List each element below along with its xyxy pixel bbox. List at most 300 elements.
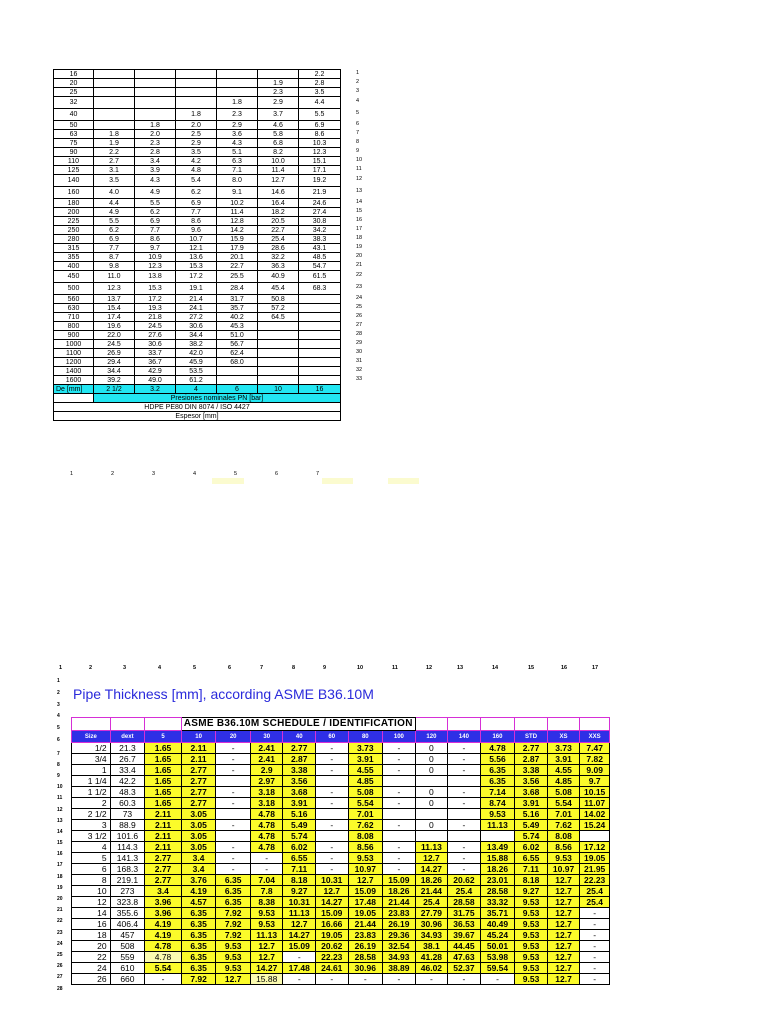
asme-thickness-cell: 12.7: [547, 941, 580, 952]
asme-row-numbers: [57, 748, 69, 994]
hdpe-value-cell: 2.3: [258, 88, 299, 97]
hdpe-diameter-cell: 32: [54, 97, 94, 109]
asme-thickness-cell: 3.96: [145, 908, 182, 919]
hdpe-value-cell: 48.5: [299, 253, 341, 262]
hdpe-row-number: 25: [356, 303, 363, 310]
asme-thickness-cell: -: [316, 820, 349, 831]
asme-row: [72, 831, 610, 842]
asme-thickness-cell: 20.62: [448, 875, 481, 886]
asme-thickness-cell: 4.78: [145, 941, 182, 952]
asme-thickness-cell: -: [316, 853, 349, 864]
asme-thickness-cell: 4.55: [348, 765, 383, 776]
asme-column-header: Size: [72, 731, 111, 743]
asme-thickness-cell: 8.38: [250, 897, 283, 908]
asme-thickness-cell: 39.67: [448, 930, 481, 941]
asme-size-cell: 5: [72, 853, 111, 864]
asme-thickness-cell: -: [216, 754, 251, 765]
hdpe-value-cell: 12.7: [258, 175, 299, 187]
hdpe-value-cell: [176, 88, 217, 97]
asme-thickness-cell: 15.09: [348, 886, 383, 897]
asme-row-number: 19: [57, 884, 63, 891]
asme-thickness-cell: 3.18: [250, 787, 283, 798]
hdpe-value-cell: 15.9: [217, 235, 258, 244]
hdpe-row-number: 32: [356, 366, 363, 373]
asme-thickness-cell: 5.08: [547, 787, 580, 798]
hdpe-row-number: 5: [356, 110, 360, 117]
asme-row: [72, 930, 610, 941]
asme-thickness-cell: 6.35: [216, 875, 251, 886]
asme-thickness-cell: 30.96: [415, 919, 448, 930]
asme-row: [72, 754, 610, 765]
asme-thickness-cell: 1.65: [145, 765, 182, 776]
asme-thickness-cell: 31.75: [448, 908, 481, 919]
asme-row: [72, 809, 610, 820]
hdpe-row: [54, 199, 341, 208]
asme-row-number: 8: [57, 761, 60, 768]
asme-thickness-cell: -: [216, 743, 251, 754]
asme-column-header: 10: [181, 731, 216, 743]
asme-thickness-cell: -: [383, 853, 416, 864]
asme-size-cell: 14: [72, 908, 111, 919]
asme-thickness-cell: 53.98: [480, 952, 515, 963]
hdpe-col-number: 2: [111, 471, 115, 477]
hdpe-value-cell: [135, 70, 176, 79]
hdpe-value-cell: 4.0: [94, 187, 135, 199]
hdpe-value-cell: 9.8: [94, 262, 135, 271]
asme-row-number: 14: [57, 828, 63, 835]
hdpe-value-cell: 10.3: [299, 139, 341, 148]
hdpe-row: [54, 187, 341, 199]
asme-diameter-cell: 457: [110, 930, 145, 941]
asme-thickness-cell: -: [480, 974, 515, 985]
hdpe-value-cell: 3.5: [299, 88, 341, 97]
asme-thickness-cell: 5.08: [348, 787, 383, 798]
asme-thickness-cell: -: [448, 974, 481, 985]
hdpe-diameter-cell: 1000: [54, 340, 94, 349]
asme-col-number: 4: [158, 665, 162, 671]
asme-thickness-cell: 9.53: [480, 809, 515, 820]
hdpe-value-cell: 11.4: [217, 208, 258, 217]
hdpe-value-cell: 2.3: [217, 109, 258, 121]
hdpe-row-number: 29: [356, 339, 363, 346]
asme-thickness-cell: -: [383, 798, 416, 809]
hdpe-value-cell: 51.0: [217, 331, 258, 340]
asme-thickness-cell: -: [580, 974, 610, 985]
hdpe-value-cell: 61.2: [176, 376, 217, 385]
asme-row-number: 9: [57, 772, 60, 779]
hdpe-thickness-row: [54, 412, 341, 421]
asme-thickness-cell: 9.53: [515, 974, 548, 985]
asme-thickness-cell: 50.01: [480, 941, 515, 952]
hdpe-value-cell: 2.9: [258, 97, 299, 109]
asme-thickness-cell: 3.05: [181, 820, 216, 831]
asme-size-cell: 1 1/2: [72, 787, 111, 798]
hdpe-value-cell: 20.5: [258, 217, 299, 226]
hdpe-value-cell: 8.6: [135, 235, 176, 244]
asme-col-number: 7: [260, 665, 264, 671]
asme-column-header: XXS: [580, 731, 610, 743]
asme-size-cell: 8: [72, 875, 111, 886]
asme-thickness-cell: 2.77: [181, 787, 216, 798]
hdpe-value-cell: 6.9: [94, 235, 135, 244]
asme-thickness-cell: 2.11: [145, 842, 182, 853]
hdpe-row-number: 31: [356, 357, 363, 364]
asme-row-number: 21: [57, 907, 63, 914]
hdpe-column-numbers: [53, 471, 340, 481]
blank-cell: [145, 718, 182, 731]
asme-thickness-cell: 11.13: [283, 908, 316, 919]
hdpe-value-cell: 35.7: [217, 304, 258, 313]
asme-thickness-cell: 12.7: [547, 886, 580, 897]
asme-thickness-cell: 9.53: [216, 941, 251, 952]
hdpe-value-cell: 38.3: [299, 235, 341, 244]
hdpe-diameter-cell: 315: [54, 244, 94, 253]
asme-thickness-cell: 8.18: [283, 875, 316, 886]
asme-thickness-cell: 2.41: [250, 754, 283, 765]
hdpe-row-number: 18: [356, 234, 363, 241]
asme-thickness-cell: 2.77: [283, 743, 316, 754]
asme-thickness-cell: 8.08: [547, 831, 580, 842]
asme-thickness-cell: 21.44: [415, 886, 448, 897]
asme-size-cell: 1/2: [72, 743, 111, 754]
hdpe-value-cell: 2.9: [176, 139, 217, 148]
asme-thickness-cell: 2.41: [250, 743, 283, 754]
hdpe-value-cell: 50.8: [258, 295, 299, 304]
asme-thickness-cell: 4.78: [250, 809, 283, 820]
hdpe-diameter-cell: 200: [54, 208, 94, 217]
asme-thickness-cell: 12.7: [547, 875, 580, 886]
hdpe-value-cell: 2.2: [94, 148, 135, 157]
asme-thickness-cell: 9.53: [515, 941, 548, 952]
asme-thickness-cell: 7.8: [250, 886, 283, 897]
asme-column-header: 160: [480, 731, 515, 743]
hdpe-value-cell: 27.6: [135, 331, 176, 340]
asme-thickness-cell: -: [383, 974, 416, 985]
hdpe-diameter-cell: 63: [54, 130, 94, 139]
asme-thickness-cell: 27.79: [415, 908, 448, 919]
asme-diameter-cell: 355.6: [110, 908, 145, 919]
hdpe-value-cell: [299, 295, 341, 304]
hdpe-value-cell: 11.4: [258, 166, 299, 175]
asme-thickness-cell: 7.92: [216, 919, 251, 930]
hdpe-value-cell: 49.0: [135, 376, 176, 385]
hdpe-row: [54, 283, 341, 295]
asme-thickness-cell: 9.53: [216, 952, 251, 963]
hdpe-row-number: 11: [356, 165, 362, 172]
hdpe-value-cell: 11.0: [94, 271, 135, 283]
asme-thickness-cell: 7.92: [181, 974, 216, 985]
hdpe-value-cell: 7.7: [176, 208, 217, 217]
asme-column-header: 20: [216, 731, 251, 743]
hdpe-value-cell: 57.2: [258, 304, 299, 313]
asme-thickness-cell: 5.16: [515, 809, 548, 820]
asme-thickness-cell: 15.88: [480, 853, 515, 864]
asme-thickness-cell: 19.05: [348, 908, 383, 919]
asme-thickness-cell: 12.7: [547, 930, 580, 941]
hdpe-diameter-cell: 900: [54, 331, 94, 340]
hdpe-value-cell: 62.4: [217, 349, 258, 358]
blank-cell: [110, 718, 145, 731]
hdpe-value-cell: 30.6: [176, 322, 217, 331]
hdpe-value-cell: 5.4: [176, 175, 217, 187]
hdpe-value-cell: 34.4: [94, 367, 135, 376]
hdpe-diameter-cell: 110: [54, 157, 94, 166]
asme-thickness-cell: 17.12: [580, 842, 610, 853]
hdpe-value-cell: 32.2: [258, 253, 299, 262]
asme-size-cell: 4: [72, 842, 111, 853]
hdpe-value-cell: 3.9: [135, 166, 176, 175]
hdpe-value-cell: [94, 70, 135, 79]
blank-cell: [547, 718, 580, 731]
asme-thickness-cell: 33.32: [480, 897, 515, 908]
hdpe-diameter-cell: 90: [54, 148, 94, 157]
hdpe-value-cell: [299, 358, 341, 367]
asme-diameter-cell: 406.4: [110, 919, 145, 930]
hdpe-value-cell: 27.2: [176, 313, 217, 322]
asme-thickness-cell: -: [448, 743, 481, 754]
hdpe-diameter-cell: 250: [54, 226, 94, 235]
asme-thickness-cell: 7.01: [348, 809, 383, 820]
asme-thickness-cell: 7.14: [480, 787, 515, 798]
asme-thickness-cell: 1.65: [145, 743, 182, 754]
hdpe-value-cell: 15.4: [94, 304, 135, 313]
hdpe-value-cell: 13.6: [176, 253, 217, 262]
hdpe-value-cell: 26.9: [94, 349, 135, 358]
hdpe-standard-label: HDPE PE80 DIN 8074 / ISO 4427: [54, 403, 341, 412]
asme-diameter-cell: 273: [110, 886, 145, 897]
asme-thickness-cell: 5.49: [515, 820, 548, 831]
asme-col-number: 14: [492, 665, 499, 671]
hdpe-row-number: 3: [356, 87, 360, 94]
asme-thickness-cell: 12.7: [547, 908, 580, 919]
asme-size-cell: 3 1/2: [72, 831, 111, 842]
asme-left-number: 6: [57, 737, 60, 743]
hdpe-value-cell: 17.9: [217, 244, 258, 253]
asme-col-number: 13: [457, 665, 464, 671]
hdpe-value-cell: 40.9: [258, 271, 299, 283]
hdpe-row-number: 27: [356, 321, 363, 328]
hdpe-row-number: 21: [356, 261, 363, 268]
asme-thickness-cell: 3.73: [348, 743, 383, 754]
asme-thickness-cell: 11.13: [415, 842, 448, 853]
asme-thickness-cell: 38.1: [415, 941, 448, 952]
hdpe-row: [54, 376, 341, 385]
hdpe-row: [54, 295, 341, 304]
hdpe-value-cell: 8.7: [94, 253, 135, 262]
hdpe-diameter-cell: 1600: [54, 376, 94, 385]
hdpe-header-cell: 16: [299, 385, 341, 394]
asme-thickness-cell: 3.05: [181, 809, 216, 820]
asme-thickness-cell: 6.35: [216, 897, 251, 908]
hdpe-header-cell: 6: [217, 385, 258, 394]
hdpe-value-cell: [258, 358, 299, 367]
hdpe-value-cell: 45.9: [176, 358, 217, 367]
hdpe-row: [54, 262, 341, 271]
hdpe-pressure-label: Presiones nominales PN [bar]: [94, 394, 341, 403]
asme-diameter-cell: 42.2: [110, 776, 145, 787]
asme-thickness-cell: 18.26: [383, 886, 416, 897]
asme-size-cell: 18: [72, 930, 111, 941]
hdpe-value-cell: 9.6: [176, 226, 217, 235]
hdpe-row: [54, 109, 341, 121]
asme-thickness-cell: 8.08: [348, 831, 383, 842]
asme-thickness-cell: 2.11: [145, 831, 182, 842]
asme-thickness-cell: 0: [415, 798, 448, 809]
asme-thickness-cell: -: [283, 974, 316, 985]
hdpe-value-cell: [299, 340, 341, 349]
hdpe-value-cell: 21.8: [135, 313, 176, 322]
hdpe-value-cell: [258, 376, 299, 385]
asme-thickness-cell: 46.02: [415, 963, 448, 974]
blank-cell: [72, 718, 111, 731]
hdpe-value-cell: 6.9: [176, 199, 217, 208]
asme-thickness-cell: -: [580, 941, 610, 952]
asme-thickness-cell: 2.77: [145, 853, 182, 864]
asme-thickness-cell: 5.74: [283, 831, 316, 842]
hdpe-value-cell: 5.1: [217, 148, 258, 157]
hdpe-value-cell: 22.7: [258, 226, 299, 235]
asme-thickness-cell: 25.4: [415, 897, 448, 908]
hdpe-value-cell: [135, 88, 176, 97]
asme-thickness-cell: 6.35: [480, 765, 515, 776]
hdpe-value-cell: 21.4: [176, 295, 217, 304]
asme-thickness-cell: -: [316, 754, 349, 765]
hdpe-value-cell: 17.2: [135, 295, 176, 304]
hdpe-value-cell: 25.4: [258, 235, 299, 244]
asme-left-number: 3: [57, 702, 60, 708]
asme-thickness-cell: [216, 776, 251, 787]
hdpe-row: [54, 340, 341, 349]
asme-thickness-cell: 45.24: [480, 930, 515, 941]
asme-thickness-cell: 12.7: [415, 853, 448, 864]
asme-thickness-cell: -: [580, 963, 610, 974]
asme-thickness-cell: 9.53: [547, 853, 580, 864]
asme-thickness-cell: 19.05: [580, 853, 610, 864]
hdpe-value-cell: 3.6: [217, 130, 258, 139]
asme-thickness-cell: 12.7: [283, 919, 316, 930]
hdpe-value-cell: 43.1: [299, 244, 341, 253]
asme-thickness-cell: 28.58: [480, 886, 515, 897]
hdpe-value-cell: 33.7: [135, 349, 176, 358]
hdpe-row: [54, 88, 341, 97]
hdpe-value-cell: 17.2: [176, 271, 217, 283]
hdpe-row: [54, 139, 341, 148]
schedule-header: ASME B36.10M SCHEDULE / IDENTIFICATION: [181, 718, 415, 731]
hdpe-row-number: 2: [356, 78, 360, 85]
hdpe-diameter-cell: 225: [54, 217, 94, 226]
asme-thickness-cell: 22.23: [316, 952, 349, 963]
asme-diameter-cell: 660: [110, 974, 145, 985]
asme-row: [72, 820, 610, 831]
asme-thickness-cell: 2.87: [283, 754, 316, 765]
hdpe-row: [54, 331, 341, 340]
hdpe-value-cell: 42.9: [135, 367, 176, 376]
asme-thickness-cell: 7.62: [547, 820, 580, 831]
hdpe-value-cell: 7.1: [217, 166, 258, 175]
asme-thickness-cell: 9.53: [250, 919, 283, 930]
asme-diameter-cell: 141.3: [110, 853, 145, 864]
hdpe-value-cell: 2.8: [135, 148, 176, 157]
asme-col-number: 12: [426, 665, 433, 671]
asme-thickness-cell: 28.58: [448, 897, 481, 908]
asme-row: [72, 842, 610, 853]
asme-thickness-cell: -: [448, 864, 481, 875]
hdpe-value-cell: 22.0: [94, 331, 135, 340]
hdpe-value-cell: 10.0: [258, 157, 299, 166]
asme-thickness-cell: 15.24: [580, 820, 610, 831]
hdpe-value-cell: 24.5: [94, 340, 135, 349]
asme-row: [72, 864, 610, 875]
hdpe-diameter-cell: 40: [54, 109, 94, 121]
hdpe-row-number: 28: [356, 330, 363, 337]
asme-thickness-cell: -: [216, 798, 251, 809]
asme-thickness-cell: -: [216, 787, 251, 798]
asme-thickness-cell: 2.87: [515, 754, 548, 765]
asme-row-number: 23: [57, 929, 63, 936]
asme-thickness-cell: -: [448, 765, 481, 776]
asme-col-number: 6: [228, 665, 232, 671]
hdpe-thickness-label: Espesor [mm]: [54, 412, 341, 421]
hdpe-row-number: 6: [356, 120, 360, 127]
asme-thickness-cell: 11.07: [580, 798, 610, 809]
hdpe-header-cell: 10: [258, 385, 299, 394]
hdpe-row: [54, 367, 341, 376]
hdpe-row-number: 17: [356, 225, 363, 232]
hdpe-value-cell: [217, 367, 258, 376]
hdpe-row-number: 30: [356, 348, 363, 355]
asme-thickness-cell: -: [216, 765, 251, 776]
hdpe-row-numbers: [356, 69, 368, 384]
asme-row: [72, 941, 610, 952]
hdpe-row: [54, 271, 341, 283]
asme-title: Pipe Thickness [mm], according ASME B36.10M: [73, 686, 374, 702]
asme-col-number: 3: [123, 665, 127, 671]
hdpe-value-cell: 8.6: [299, 130, 341, 139]
asme-thickness-cell: 3.91: [283, 798, 316, 809]
asme-row-number: 27: [57, 974, 63, 981]
asme-row: [72, 765, 610, 776]
asme-thickness-cell: 12.7: [316, 886, 349, 897]
asme-thickness-cell: [415, 776, 448, 787]
hdpe-value-cell: 13.7: [94, 295, 135, 304]
hdpe-row: [54, 130, 341, 139]
hdpe-value-cell: 3.7: [258, 109, 299, 121]
hdpe-diameter-cell: 630: [54, 304, 94, 313]
asme-size-cell: 20: [72, 941, 111, 952]
asme-thickness-cell: 9.53: [348, 853, 383, 864]
hdpe-value-cell: 20.1: [217, 253, 258, 262]
highlight-mark: [212, 478, 244, 484]
asme-thickness-cell: 2.11: [145, 809, 182, 820]
asme-row: [72, 875, 610, 886]
asme-size-cell: 1: [72, 765, 111, 776]
asme-column-header: 5: [145, 731, 182, 743]
blank-cell: [515, 718, 548, 731]
blank-cell: [448, 718, 481, 731]
hdpe-diameter-cell: 180: [54, 199, 94, 208]
asme-column-header: 120: [415, 731, 448, 743]
asme-thickness-cell: -: [580, 919, 610, 930]
hdpe-value-cell: [299, 349, 341, 358]
hdpe-value-cell: 18.2: [258, 208, 299, 217]
asme-thickness-cell: -: [383, 787, 416, 798]
asme-thickness-cell: 15.09: [383, 875, 416, 886]
asme-diameter-cell: 88.9: [110, 820, 145, 831]
hdpe-value-cell: 19.3: [135, 304, 176, 313]
hdpe-value-cell: 25.5: [217, 271, 258, 283]
asme-thickness-cell: [415, 809, 448, 820]
hdpe-col-number: 3: [152, 471, 156, 477]
